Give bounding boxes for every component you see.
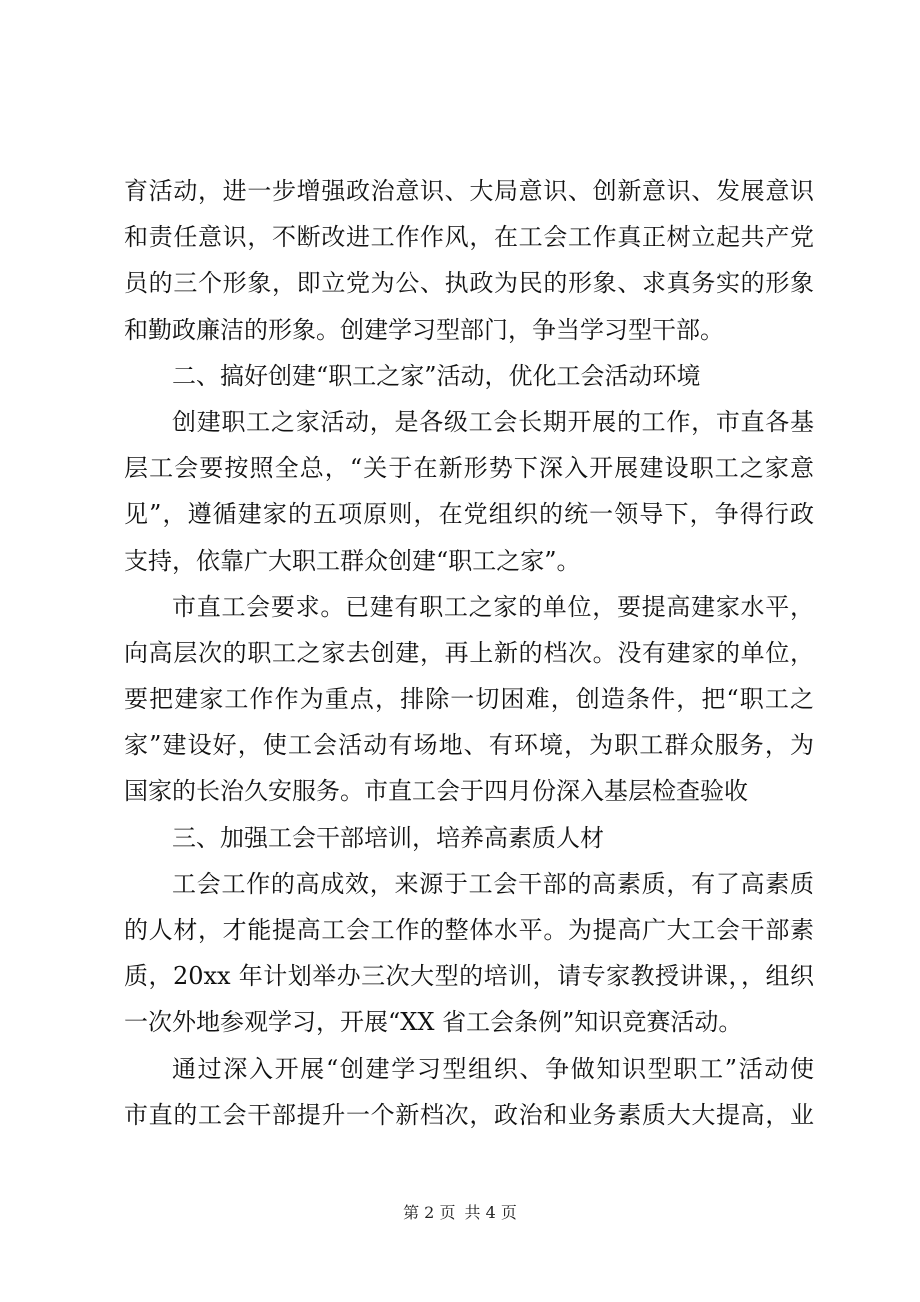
- text-line: 和勤政廉洁的形象。创建学习型部门，争当学习型干部。: [124, 315, 724, 344]
- text-line: 育活动，进一步增强政治意识、大局意识、创新意识、发展意识: [124, 177, 814, 205]
- text-line: 通过深入开展“创建学习型组织、争做知识型职工”活动使: [172, 1054, 814, 1083]
- text-line: 和责任意识，不断改进工作作风，在工会工作真正树立起共产党: [124, 223, 814, 252]
- page-total: 共 4 页: [464, 1203, 517, 1222]
- text-line: 创建职工之家活动，是各级工会长期开展的工作，市直各基: [172, 407, 814, 436]
- text-line: 三、加强工会干部培训，培养高素质人材: [172, 823, 604, 852]
- text-line: 向高层次的职工之家去创建，再上新的档次。没有建家的单位，: [124, 638, 814, 667]
- text-line: 家”建设好，使工会活动有场地、有环境，为职工群众服务，为: [124, 731, 814, 760]
- text-line: 一次外地参观学习，开展“XX 省工会条例”知识竞赛活动。: [124, 1008, 743, 1037]
- text-line: 层工会要按照全总，“关于在新形势下深入开展建设职工之家意: [124, 454, 814, 483]
- document-body: [124, 168, 814, 1138]
- text-line: 支持，依靠广大职工群众创建“职工之家”。: [124, 546, 581, 575]
- text-line: 员的三个形象，即立党为公、执政为民的形象、求真务实的形象: [124, 269, 814, 298]
- text-line: 市直工会要求。已建有职工之家的单位，要提高建家水平，: [172, 592, 814, 621]
- text-line: 要把建家工作作为重点，排除一切困难，创造条件，把“职工之: [124, 685, 814, 714]
- text-line: 国家的长治久安服务。市直工会于四月份深入基层检查验收: [124, 777, 748, 806]
- text-line: 质，20xx 年计划举办三次大型的培训，请专家教授讲课，，组织: [124, 962, 814, 991]
- text-line: 见”，遵循建家的五项原则，在党组织的统一领导下，争得行政: [124, 500, 814, 529]
- page-number: 第 2 页: [403, 1203, 456, 1222]
- text-line: 二、搞好创建“职工之家”活动，优化工会活动环境: [172, 361, 701, 390]
- text-line: 工会工作的高成效，来源于工会干部的高素质，有了高素质: [172, 869, 814, 898]
- text-line: 的人材，才能提高工会工作的整体水平。为提高广大工会干部素: [124, 916, 814, 944]
- page-footer: [0, 1200, 920, 1223]
- text-line: 市直的工会干部提升一个新档次，政治和业务素质大大提高，业: [124, 1100, 814, 1129]
